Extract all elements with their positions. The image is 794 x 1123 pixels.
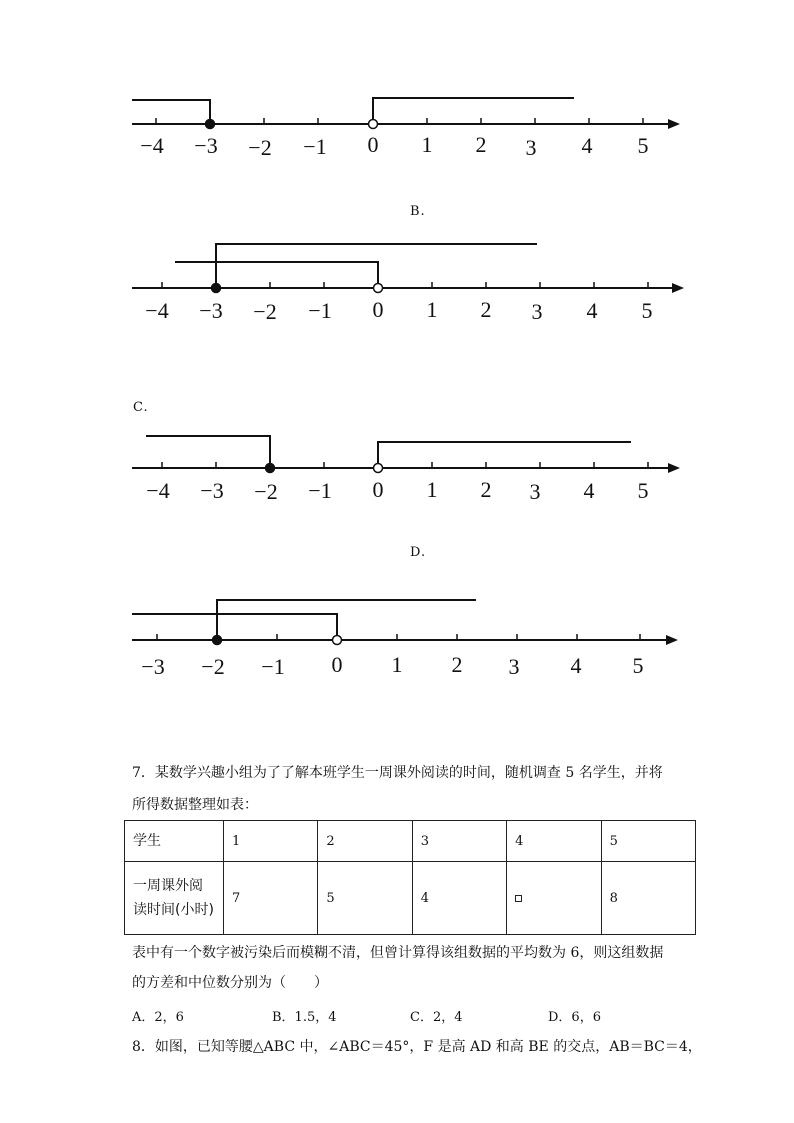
open-point	[333, 636, 342, 645]
table-header-cell: 学生	[125, 821, 224, 862]
solution-ray-left	[146, 436, 270, 468]
q7-line-1: 7．某数学兴趣小组为了了解本班学生一周课外阅读的时间，随机调查 5 名学生，并将	[132, 765, 663, 781]
tick-label: 5	[637, 133, 649, 158]
option-label-c: C.	[133, 400, 149, 415]
tick-label: 4	[570, 653, 582, 678]
tick-label: 0	[367, 132, 379, 157]
tick-label: 3	[531, 299, 543, 324]
reading-time-table	[124, 820, 696, 935]
table-row	[125, 821, 696, 862]
numberline-c-svg	[0, 420, 794, 510]
closed-point	[212, 284, 221, 293]
open-point	[369, 120, 378, 129]
numberline-a	[0, 80, 794, 170]
table-header-cell	[125, 862, 224, 935]
solution-ray-left	[175, 262, 378, 288]
table-header-line: 读时间(小时)	[133, 902, 214, 918]
tick-label: −2	[254, 479, 278, 504]
tick-label: 4	[583, 478, 595, 503]
open-point	[374, 284, 383, 293]
closed-point	[266, 464, 275, 473]
choice-d: D．6，6	[548, 1010, 601, 1025]
axis-arrow-icon	[668, 119, 680, 129]
tick-label: −2	[248, 135, 272, 160]
q7-line-2: 所得数据整理如表：	[132, 797, 258, 813]
numberline-b-svg	[0, 230, 794, 330]
tick-label: 1	[421, 132, 433, 157]
tick-label: −3	[199, 298, 223, 323]
choice-c: C．2，4	[410, 1010, 463, 1025]
tick-label: 5	[641, 298, 653, 323]
tick-label: −4	[140, 133, 164, 158]
tick-label: −3	[194, 133, 218, 158]
tick-label: 0	[372, 297, 384, 322]
tick-label: 4	[586, 298, 598, 323]
solution-ray-right	[373, 98, 574, 124]
table-cell: 4	[507, 821, 601, 862]
table-row	[125, 862, 696, 935]
closed-point	[206, 120, 215, 129]
tick-label: 2	[451, 652, 463, 677]
tick-label: −4	[145, 298, 169, 323]
open-point	[374, 464, 383, 473]
choice-b: B．1.5，4	[272, 1010, 337, 1025]
q7-line-4: 的方差和中位数分别为（ ）	[132, 975, 328, 991]
tick-label: 2	[480, 297, 492, 322]
closed-point	[213, 636, 222, 645]
table-cell: 7	[224, 862, 318, 935]
tick-label: −3	[141, 654, 165, 679]
blurred-value-icon	[515, 895, 522, 902]
axis-arrow-icon	[666, 635, 678, 645]
tick-label: −1	[261, 654, 285, 679]
table-cell: 8	[601, 862, 695, 935]
tick-label: 4	[581, 133, 593, 158]
table-cell-blurred	[507, 862, 601, 935]
tick-label: −1	[308, 298, 332, 323]
solution-ray-right	[217, 600, 476, 640]
option-label-b: B.	[410, 204, 426, 219]
solution-ray-left	[132, 100, 210, 124]
table-header-line: 一周课外阅	[133, 878, 203, 894]
table-cell: 5	[601, 821, 695, 862]
q8-line-1: 8．如图，已知等腰△ABC 中，∠ABC＝45°，F 是高 AD 和高 BE 的交点，AB＝BC＝4，	[132, 1039, 702, 1055]
tick-label: −3	[200, 478, 224, 503]
tick-label: −1	[303, 134, 327, 159]
solution-ray-right	[216, 244, 537, 288]
tick-label: 5	[632, 653, 644, 678]
tick-label: −1	[308, 478, 332, 503]
numberline-b	[0, 230, 794, 330]
tick-label: −4	[146, 478, 170, 503]
tick-label: 5	[637, 478, 649, 503]
tick-label: 0	[331, 652, 343, 677]
tick-label: −2	[253, 299, 277, 324]
tick-label: −2	[201, 654, 225, 679]
axis-arrow-icon	[672, 283, 684, 293]
tick-label: 3	[529, 479, 541, 504]
tick-label: 1	[426, 477, 438, 502]
q7-line-3: 表中有一个数字被污染后而模糊不清，但曾计算得该组数据的平均数为 6，则这组数据	[132, 945, 664, 961]
table-cell: 1	[224, 821, 318, 862]
numberline-d	[0, 590, 794, 690]
tick-label: 2	[480, 477, 492, 502]
numberline-d-svg	[0, 590, 794, 690]
table-cell: 3	[412, 821, 506, 862]
numberline-a-svg	[0, 80, 794, 170]
tick-label: 3	[508, 654, 520, 679]
table-cell: 2	[318, 821, 412, 862]
solution-ray-left	[132, 614, 337, 640]
tick-label: 1	[391, 652, 403, 677]
table-cell: 4	[412, 862, 506, 935]
axis-arrow-icon	[668, 463, 680, 473]
table-cell: 5	[318, 862, 412, 935]
solution-ray-right	[378, 442, 631, 468]
tick-label: 1	[426, 297, 438, 322]
choice-a: A．2，6	[132, 1010, 184, 1025]
numberline-c	[0, 420, 794, 510]
option-label-d: D.	[410, 545, 427, 560]
tick-label: 3	[525, 135, 537, 160]
tick-label: 0	[372, 477, 384, 502]
tick-label: 2	[475, 132, 487, 157]
